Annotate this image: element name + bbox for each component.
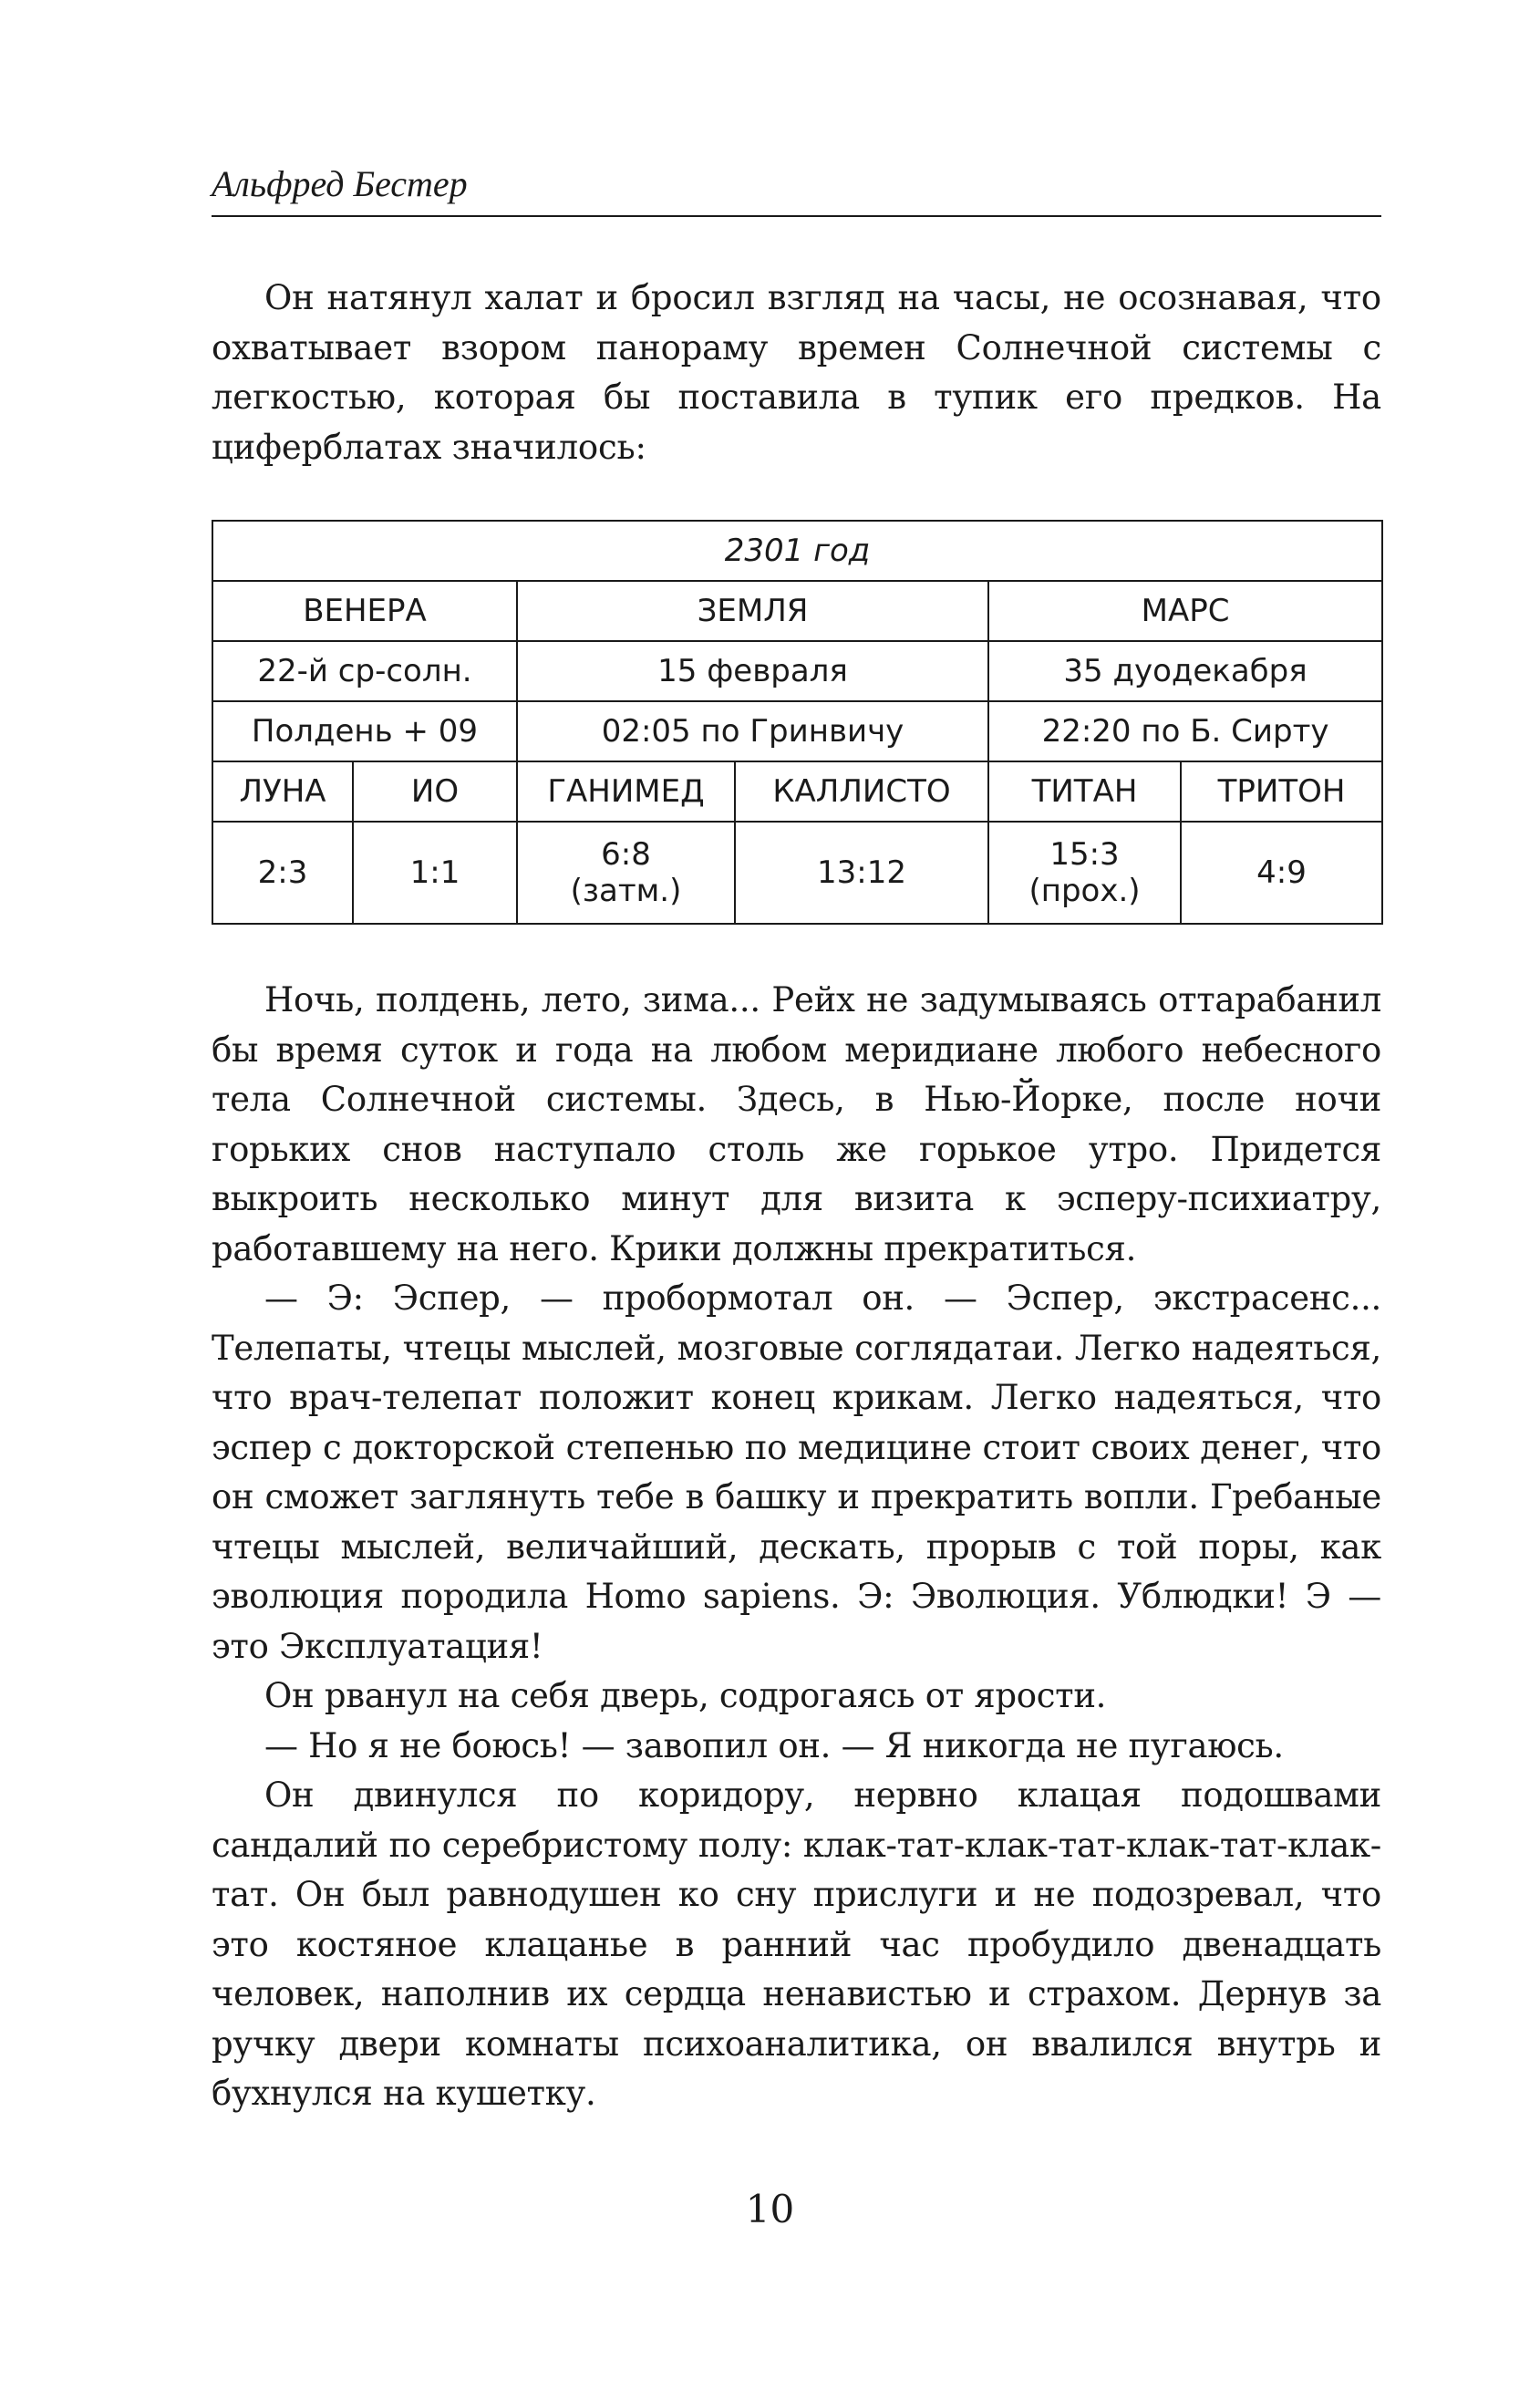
moon-value: 6:8 bbox=[601, 836, 651, 873]
header-rule bbox=[212, 215, 1381, 217]
time-cell-earth: 02:05 по Гринвичу bbox=[517, 701, 988, 761]
body-paragraph: Он рванул на себя дверь, содрогаясь от ярости. bbox=[264, 1676, 1107, 1715]
moon-value: 2:3 bbox=[257, 854, 308, 891]
planet-cell-mars: МАРС bbox=[988, 581, 1382, 641]
page-number: 10 bbox=[745, 2187, 795, 2231]
planet-cell-earth: ЗЕМЛЯ bbox=[517, 581, 988, 641]
moon-value-cell bbox=[735, 822, 988, 924]
moon-value: 15:3 bbox=[1049, 836, 1120, 873]
running-head-author: Альфред Бестер bbox=[212, 163, 468, 204]
moon-value-cell bbox=[1181, 822, 1382, 924]
moon-value: 13:12 bbox=[817, 854, 906, 891]
moon-value-cell bbox=[353, 822, 517, 924]
moon-cell-triton: ТРИТОН bbox=[1181, 761, 1382, 822]
table-year-cell: 2301 год bbox=[212, 521, 1382, 581]
moon-value-cell bbox=[988, 822, 1181, 924]
body-paragraph: Он двинулся по коридору, нервно клацая подошвами сандалий по серебристому полу: клак-тат-клак-тат-клак-тат-клак-тат. Он был равнодушен ко сну прислуги и не подозревал, что это костяное клацанье в ранний час пробудило двенадцать человек, наполнив их сердца ненавистью и страхом. Дернув за ручку двери комнаты психоаналитика, он ввалился внутрь и бухнулся на кушетку. bbox=[212, 1775, 1381, 2113]
intro-paragraph: Он натянул халат и бросил взгляд на часы, не осознавая, что охватывает взором панораму времен Солнечной системы с легкостью, которая бы поставила в тупик его предков. На циферблатах значилось: bbox=[212, 278, 1381, 467]
moon-cell-callisto: КАЛЛИСТО bbox=[735, 761, 988, 822]
solar-time-table bbox=[212, 520, 1383, 925]
moon-cell-io: ИО bbox=[353, 761, 517, 822]
table-row-dates bbox=[212, 641, 1382, 701]
moon-cell-ganymede: ГАНИМЕД bbox=[517, 761, 735, 822]
date-cell-venus: 22-й ср-солн. bbox=[212, 641, 517, 701]
table-row-times bbox=[212, 701, 1382, 761]
moon-value: 4:9 bbox=[1256, 854, 1307, 891]
moon-value-note: (прох.) bbox=[1028, 873, 1141, 909]
table-row-year bbox=[212, 521, 1382, 581]
moon-cell-luna: ЛУНА bbox=[212, 761, 353, 822]
date-cell-earth: 15 февраля bbox=[517, 641, 988, 701]
table-row-planets bbox=[212, 581, 1382, 641]
moon-value-cell bbox=[517, 822, 735, 924]
time-cell-venus: Полдень + 09 bbox=[212, 701, 517, 761]
moon-cell-titan: ТИТАН bbox=[988, 761, 1181, 822]
planet-cell-venus: ВЕНЕРА bbox=[212, 581, 517, 641]
table-row-moon-values bbox=[212, 822, 1382, 924]
body-paragraph: Ночь, полдень, лето, зима... Рейх не задумываясь оттарабанил бы время суток и года на любом меридиане любого небесного тела Солнечной системы. Здесь, в Нью-Йорке, после ночи горьких снов наступало столь же горькое утро. Придется выкроить несколько минут для визита к эсперу-психиатру, работавшему на него. Крики должны прекратиться. bbox=[212, 980, 1381, 1268]
moon-value-cell bbox=[212, 822, 353, 924]
body-text bbox=[212, 976, 1381, 2119]
body-paragraph: — Но я не боюсь! — завопил он. — Я никогда не пугаюсь. bbox=[264, 1725, 1284, 1765]
table-row-moons bbox=[212, 761, 1382, 822]
moon-value-note: (затм.) bbox=[570, 873, 682, 909]
body-paragraph: — Э: Эспер, — пробормотал он. — Эспер, экстрасенс... Телепаты, чтецы мыслей, мозговые соглядатаи. Легко надеяться, что врач-телепат положит конец крикам. Легко надеяться, что эспер с докторской степенью по медицине стоит своих денег, что он сможет заглянуть тебе в башку и прекратить вопли. Гребаные чтецы мыслей, величайший, дескать, прорыв с той поры, как эволюция породила Homo sapiens. Э: Эволюция. Ублюдки! Э — это Эксплуатация! bbox=[212, 1278, 1381, 1666]
time-cell-mars: 22:20 по Б. Сирту bbox=[988, 701, 1382, 761]
moon-value: 1:1 bbox=[409, 854, 460, 891]
date-cell-mars: 35 дуодекабря bbox=[988, 641, 1382, 701]
